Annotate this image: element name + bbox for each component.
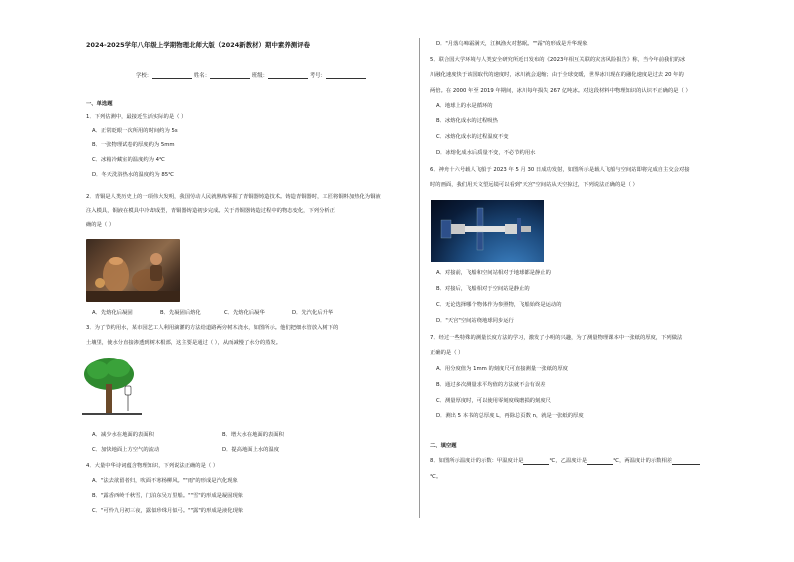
q5-option-d[interactable]: D．冰熔化成水后质量不变，不必节约用水 (436, 150, 536, 156)
column-divider (419, 38, 420, 518)
q5-option-b[interactable]: B．冰熔化成水的过程吸热 (436, 118, 498, 124)
name-label: 姓名： (193, 73, 211, 79)
q4-option-b[interactable]: B．"露香西岭千秋雪，门泊东吴万里船。""雪"的形成是凝固现象 (92, 493, 244, 499)
q6-option-d[interactable]: D．"天宫"空间站绕地球同步运行 (436, 318, 514, 324)
q5-stem-line1: 5．联合国大学环境与人类安全研究所近日发布的《2023年相互关联的灾害风险报告》称，当今年前我们的冰 (430, 57, 686, 63)
q6-stem-line2: 时的画面，我们用天文望远镜可以看到"天宫"空间站从天空掠过，下列说法正确的是（ ） (430, 182, 638, 188)
q3-option-b[interactable]: B．增大水在地面的表面积 (222, 432, 284, 438)
q2-option-a[interactable]: A．先熔化后凝固 (92, 310, 133, 316)
school-label: 学校： (136, 73, 153, 79)
q6-stem-line1: 6．神舟十六号载人飞船于 2023 年 5 月 30 日成功发射，如图所示是载人飞船与空间站即将完成自主交会对接 (430, 167, 690, 173)
q4-option-d[interactable]: D．"月落乌啼霜满天，江枫渔火对愁眠。""霜"的形成是升华现象 (436, 41, 588, 47)
q1-option-a[interactable]: A．正常眨眼一次所用的时间约为 5s (92, 128, 178, 134)
q8-blank-1[interactable] (523, 458, 549, 465)
q7-option-c[interactable]: C．测量厚度时，可以使用零刻度线磨损的刻度尺 (436, 398, 551, 404)
q2-option-c[interactable]: C．先熔化后凝华 (224, 310, 265, 316)
q2-stem-line1: 2．青铜是人类历史上的一项伟大发明，我国劳动人民就熟练掌握了青铜器铸造技术。铸造青铜器时，工匠将铜料加热化为铜液 (86, 194, 381, 200)
q2-option-d[interactable]: D．先汽化后升华 (292, 310, 334, 316)
bronze-casting-illustration (86, 239, 180, 302)
q4-option-c[interactable]: C．"可怜九月初三夜，露似珍珠月似弓。""露"的形成是液化现象 (92, 508, 244, 514)
class-blank[interactable] (268, 72, 308, 79)
q3-option-a[interactable]: A．减少水在地面的表面积 (92, 432, 154, 438)
q5-option-a[interactable]: A．地球上的水是循环的 (436, 103, 493, 109)
q1-option-c[interactable]: C．冰箱冷藏室的温度约为 4℃ (92, 157, 165, 163)
bronze-casting-photo (86, 239, 180, 302)
q5-stem-line2: 川融化速度快于该国取代的速度时，冰川就会退缩；由于全球变暖，世界冰川现在的融化速度是过去 20 年的 (430, 72, 684, 78)
q8-blank-2[interactable] (587, 458, 613, 465)
q6-option-a[interactable]: A．对接前，飞船和空间站相对于地球都是静止的 (436, 270, 551, 276)
name-blank[interactable] (210, 72, 250, 79)
school-blank[interactable] (152, 72, 192, 79)
q8-text-b: ℃，乙温度计是 (549, 458, 588, 464)
class-label: 班级： (251, 73, 268, 79)
q1-option-b[interactable]: B．一张物理试卷的厚度约为 5mm (92, 142, 175, 148)
section-heading-single-choice: 一、单选题 (86, 101, 113, 107)
spacecraft-docking-photo (431, 200, 544, 262)
page-title: 2024-2025学年八年级上学期物理北师大版（2024新教材）期中素养测评卷 (86, 41, 311, 49)
q6-option-c[interactable]: C．无论选择哪个物体作为参照物，飞船始终是运动的 (436, 302, 562, 308)
q7-option-b[interactable]: B．通过多次测量求平均值的方法就不会有误差 (436, 382, 546, 388)
q1-option-d[interactable]: D．冬天洗浴热水的温度约为 85℃ (92, 172, 175, 178)
id-blank[interactable] (326, 72, 366, 79)
q8-line1 (430, 458, 700, 465)
q7-option-d[interactable]: D．测出 5 本书的总厚度 L，再除总页数 n，就是一张纸的厚度 (436, 413, 584, 419)
q5-stem-line3: 两倍。在 2000 年至 2019 年期间，冰川每年损失 267 亿吨冰。对这段材料中物理知识的认识不正确的是（ ） (430, 88, 691, 94)
space-station-illustration (431, 200, 544, 262)
q2-option-b[interactable]: B．先凝固后熔化 (160, 310, 201, 316)
q3-option-c[interactable]: C．加快地面上方空气的流动 (92, 447, 160, 453)
q4-stem: 4．大量中华诗词蕴含物理知识，下列说法正确的是（ ） (86, 463, 219, 469)
q8-text-c: ℃，两温度计的示数相差 (613, 458, 673, 464)
id-label: 考号： (309, 73, 326, 79)
q8-blank-3[interactable] (672, 458, 700, 465)
q3-option-d[interactable]: D．提高地面上水的温度 (222, 447, 280, 453)
q2-stem-line2: 注入模具，铜液在模具中冷却成型，青铜器铸造初步完成。关于青铜器铸造过程中的物态变化，下列分析正 (86, 208, 335, 214)
q8-text-a: 8．如图所示温度计的示数：甲温度计是 (430, 458, 524, 464)
q3-stem-line1: 3．为了节约用水，某市园艺工人利用滴灌的方法给道路两旁树木浇水，如图所示。他们把细水管放入树下的 (86, 325, 339, 331)
section-heading-fill-blank: 二、填空题 (430, 443, 457, 449)
q3-stem-line2: 土壤里，使水分直接渗透到树木根部，这主要是通过（ ），从而减慢了水分的蒸发。 (86, 340, 282, 346)
student-info-line (136, 71, 366, 79)
q1-stem: 1．下列估测中，最接近生活实际的是（ ） (86, 114, 187, 120)
q8-line2: ℃。 (430, 474, 442, 480)
q7-stem-line1: 7．经过一些特殊的测量长度方法的学习，激发了小明的兴趣，为了测量物理课本中一张纸的厚度，下列做法 (430, 335, 683, 341)
q2-stem-line3: 确的是（ ） (86, 222, 115, 228)
q7-option-a[interactable]: A．用分度值为 1mm 的刻度尺可直接测量一张纸的厚度 (436, 366, 568, 372)
q7-stem-line2: 正确的是（ ） (430, 350, 464, 356)
q6-option-b[interactable]: B．对接后，飞船相对于空间站是静止的 (436, 286, 530, 292)
tree-drip-irrigation-figure (82, 356, 142, 420)
q5-option-c[interactable]: C．冰熔化成水的过程温度不变 (436, 134, 509, 140)
q4-option-a[interactable]: A．"法去欲留者归，吹面不寒杨柳风。""雨"的形成是汽化现象 (92, 478, 238, 484)
